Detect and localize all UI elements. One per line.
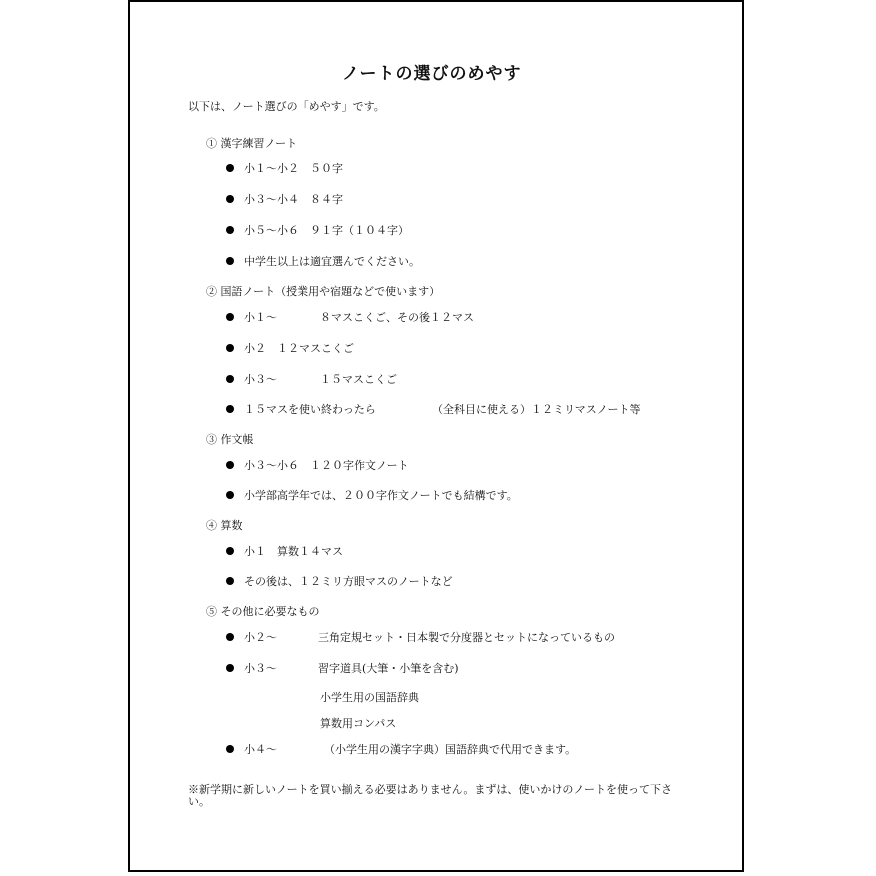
item-text: 小１～小２ ５０字 — [244, 162, 343, 175]
item-detail: ８マスこくご、その後１２マス — [320, 311, 474, 324]
intro-text: 以下は、ノート選びの「めやす」です。 — [188, 100, 385, 113]
list-item — [226, 309, 474, 325]
item-text: 小３～小４ ８４字 — [244, 193, 343, 206]
list-item — [226, 401, 641, 417]
bullet-icon — [226, 633, 234, 641]
item-text: 小３～ — [244, 662, 277, 675]
item-detail: （全科目に使える）１２ミリマスノート等 — [432, 403, 641, 416]
item-text: 小５～小６ ９１字（１０４字） — [244, 224, 409, 237]
item-detail: 三角定規セット・日本製で分度器とセットになっているもの — [318, 631, 615, 644]
bullet-icon — [226, 344, 234, 352]
list-item — [226, 741, 577, 757]
list-item — [226, 629, 615, 645]
list-item — [226, 253, 420, 269]
list-item — [226, 487, 518, 503]
list-item — [226, 573, 453, 589]
bullet-icon — [226, 491, 234, 499]
item-detail: １５マスこくご — [320, 373, 397, 386]
footnote: ※新学期に新しいノートを買い揃える必要はありません。まずは、使いかけのノートを使って下さい。 — [188, 783, 672, 808]
bullet-icon — [226, 313, 234, 321]
item-text: 小４～ — [244, 743, 277, 756]
item-text: 小２ １２マスこくご — [244, 342, 354, 355]
item-text: 小３～小６ １２０字作文ノート — [244, 459, 409, 472]
bullet-icon — [226, 226, 234, 234]
bullet-icon — [226, 164, 234, 172]
list-item — [226, 160, 343, 176]
item-text: 小１ 算数１４マス — [244, 545, 343, 558]
item-text: 小３～ — [244, 373, 277, 386]
section-heading-sansu: ④ 算数 — [206, 519, 243, 532]
bullet-icon — [226, 195, 234, 203]
item-text: 小学部高学年では、２００字作文ノートでも結構です。 — [244, 489, 518, 502]
bullet-icon — [226, 257, 234, 265]
list-item — [226, 371, 397, 387]
bullet-icon — [226, 577, 234, 585]
item-text: １５マスを使い終わったら — [244, 403, 376, 416]
bullet-icon — [226, 547, 234, 555]
bullet-icon — [226, 664, 234, 672]
list-item — [226, 660, 459, 676]
item-detail-continued: 小学生用の国語辞典 — [320, 691, 419, 704]
item-detail: 習字道具(大筆・小筆を含む) — [318, 662, 459, 675]
item-text: 小２～ — [244, 631, 277, 644]
list-item — [226, 191, 343, 207]
section-heading-kanji: ① 漢字練習ノート — [206, 137, 298, 150]
list-item — [226, 222, 409, 238]
section-heading-kokugo: ② 国語ノート（授業用や宿題などで使います） — [206, 285, 441, 298]
item-detail: （小学生用の漢字字典）国語辞典で代用できます。 — [324, 743, 577, 756]
bullet-icon — [226, 405, 234, 413]
section-heading-sakubun: ③ 作文帳 — [206, 433, 254, 446]
section-heading-other: ⑤ その他に必要なもの — [206, 605, 320, 618]
list-item — [226, 543, 343, 559]
bullet-icon — [226, 461, 234, 469]
bullet-icon — [226, 745, 234, 753]
item-text: 小１～ — [244, 311, 277, 324]
list-item — [226, 457, 409, 473]
item-detail-continued: 算数用コンパス — [320, 717, 397, 730]
item-text: 中学生以上は適宜選んでください。 — [244, 255, 420, 268]
list-item — [226, 340, 354, 356]
item-text: その後は、１２ミリ方眼マスのノートなど — [244, 575, 453, 588]
document-title: ノートの選びのめやす — [342, 64, 522, 84]
document-page — [128, 0, 744, 872]
bullet-icon — [226, 375, 234, 383]
